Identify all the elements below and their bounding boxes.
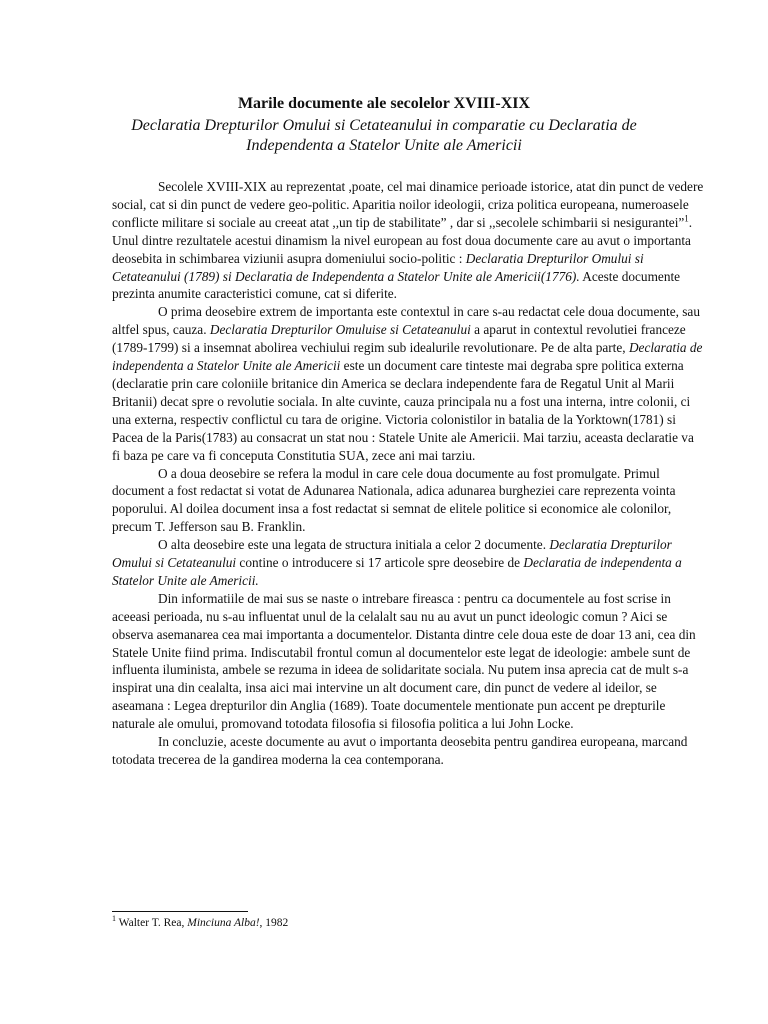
footnote-number: 1 xyxy=(112,914,116,924)
paragraph-5-text: Din informatiile de mai sus se naste o intrebare fireasca : pentru ca documentele au fost scrise in aceeasi perioada, nu s-au influentat unul de la celalalt sau nu au avut un punct ideologic comun ? Aici se observa asemanarea cea mai importanta a documentelor. Distanta dintre cele doua este de doar 13 ani, cea din Statele Unite fiind prima. Indiscutabil frontul comun al documentelor este legat de ideologie: ambele sunt de influenta iluminista, ambele se rezuma in ideea de solidaritate sociala. Nu putem insa aprecia cat de mult s-a inspirat una din cealalta, insa aici mai intervine un alt document care, din punct de vedere al ideilor, se aseamana : Legea drepturilor din Anglia (1689). Toate documentele mentionate pun accent pe drepturile naturale ale omului, promovand totodata filosofia si filosofia politica a lui John Locke. xyxy=(112,590,696,732)
footnote-year: , 1982 xyxy=(259,917,289,929)
paragraph-6 xyxy=(112,733,704,769)
paragraph-2-italic-b: Declaratia Drepturilor Omuluise si Cetateanului xyxy=(209,322,471,338)
paragraph-4-italic-d: Declaratia de independenta a Statelor Unite ale Americii. xyxy=(112,555,682,588)
paragraph-1-text-a: Secolele XVIII-XIX au reprezentat ,poate, cel mai dinamice perioade istorice, atat din punct de vedere social, cat si din punct de vedere geo-politic. Aparitia noilor ideologii, criza politica europeana, numeroasele conflicte militare si sociale au creeat atat ,,un tip de stabilitate” , dar si ,,secolele schimbarii si nesigurantei” xyxy=(112,179,704,230)
paragraph-1 xyxy=(112,178,704,303)
footnote-work: Minciuna Alba! xyxy=(187,917,260,929)
paragraph-3 xyxy=(112,465,704,537)
paragraph-1-text-d: Aceste documente prezinta anumite caracteristici comune, cat si diferite. xyxy=(112,268,681,302)
document-subtitle: Declaratia Drepturilor Omului si Cetateanului in comparatie cu Declaratia de Independenta a Statelor Unite ale Americii xyxy=(131,117,637,154)
paragraph-2-text-a: O prima deosebire extrem de importanta este contextul in care s-au redactat cele doua documente, sau altfel spus, cauza. xyxy=(112,304,700,338)
paragraph-2-italic-d: Declaratia de independenta a Statelor Unite ale Americii xyxy=(112,340,703,374)
paragraph-2-text-e: este un document care tinteste mai degraba spre politica externa (declaratie prin care coloniile britanice din America se declara independente fara de Regatul Unit al Marii Britanii) decat spre o revolutie sociala. In alte cuvinte, cauza principala nu a fost una interna, intre colonii, ci una externa, respectiv conflictul cu tara de origine. Victoria colonistilor in batalia de la Yorktown(1781) si Pacea de la Paris(1783) au consacrat un stat nou : Statele Unite ale Americii. Mai tarziu, aceasta declaratie va fi baza pe care va fi conceputa Constitutia SUA, zece ani mai tarziu. xyxy=(112,358,694,463)
footnote-author: Walter T. Rea, xyxy=(116,917,188,929)
paragraph-2-text-c: a aparut in contextul revolutiei franceze (1789-1799) si a insemnat abolirea vechiului regim sub idealurile revolutionare. Pe de alta parte, xyxy=(112,322,686,356)
document-title: Marile documente ale secolelor XVIII-XIX xyxy=(237,95,531,112)
paragraph-1-italic: Declaratia Drepturilor Omului si Cetateanului (1789) si Declaratia de Independenta a Statelor Unite ale Americii(1776). xyxy=(112,250,644,284)
footnote-ref[interactable]: 1 xyxy=(684,213,689,224)
paragraph-1-text-b: . Unul dintre rezultatele acestui dinamism la nivel european au fost doua documente care au avut o importanta deosebita in schimbarea viziunii asupra domeniului socio-politic : xyxy=(112,214,693,266)
paragraph-4-text-a: O alta deosebire este una legata de structura initiala a celor 2 documente. xyxy=(158,537,550,553)
paragraph-4-italic-b: Declaratia Drepturilor Omului si Cetateanului xyxy=(112,537,672,571)
footnote-separator xyxy=(112,911,248,912)
paragraph-5 xyxy=(112,590,704,733)
paragraph-4 xyxy=(112,536,704,590)
footnote xyxy=(112,916,612,930)
paragraph-6-text: In concluzie, aceste documente au avut o importanta deosebita pentru gandirea europeana, marcand totodata trecerea de la gandirea moderna la cea contemporana. xyxy=(112,734,688,767)
paragraph-3-text: O a doua deosebire se refera la modul in care cele doua documente au fost promulgate. Primul document a fost redactat si votat de Adunarea Nationala, adica adunarea burgheziei care reprezenta vointa poporului. Al doilea document insa a fost redactat si semnat de elitele politice si economice ale colonilor, precum T. Jefferson sau B. Franklin. xyxy=(112,465,676,535)
paragraph-4-text-c: contine o introducere si 17 articole spre deosebire de xyxy=(236,555,524,571)
document-body xyxy=(112,178,704,769)
paragraph-2 xyxy=(112,303,704,464)
